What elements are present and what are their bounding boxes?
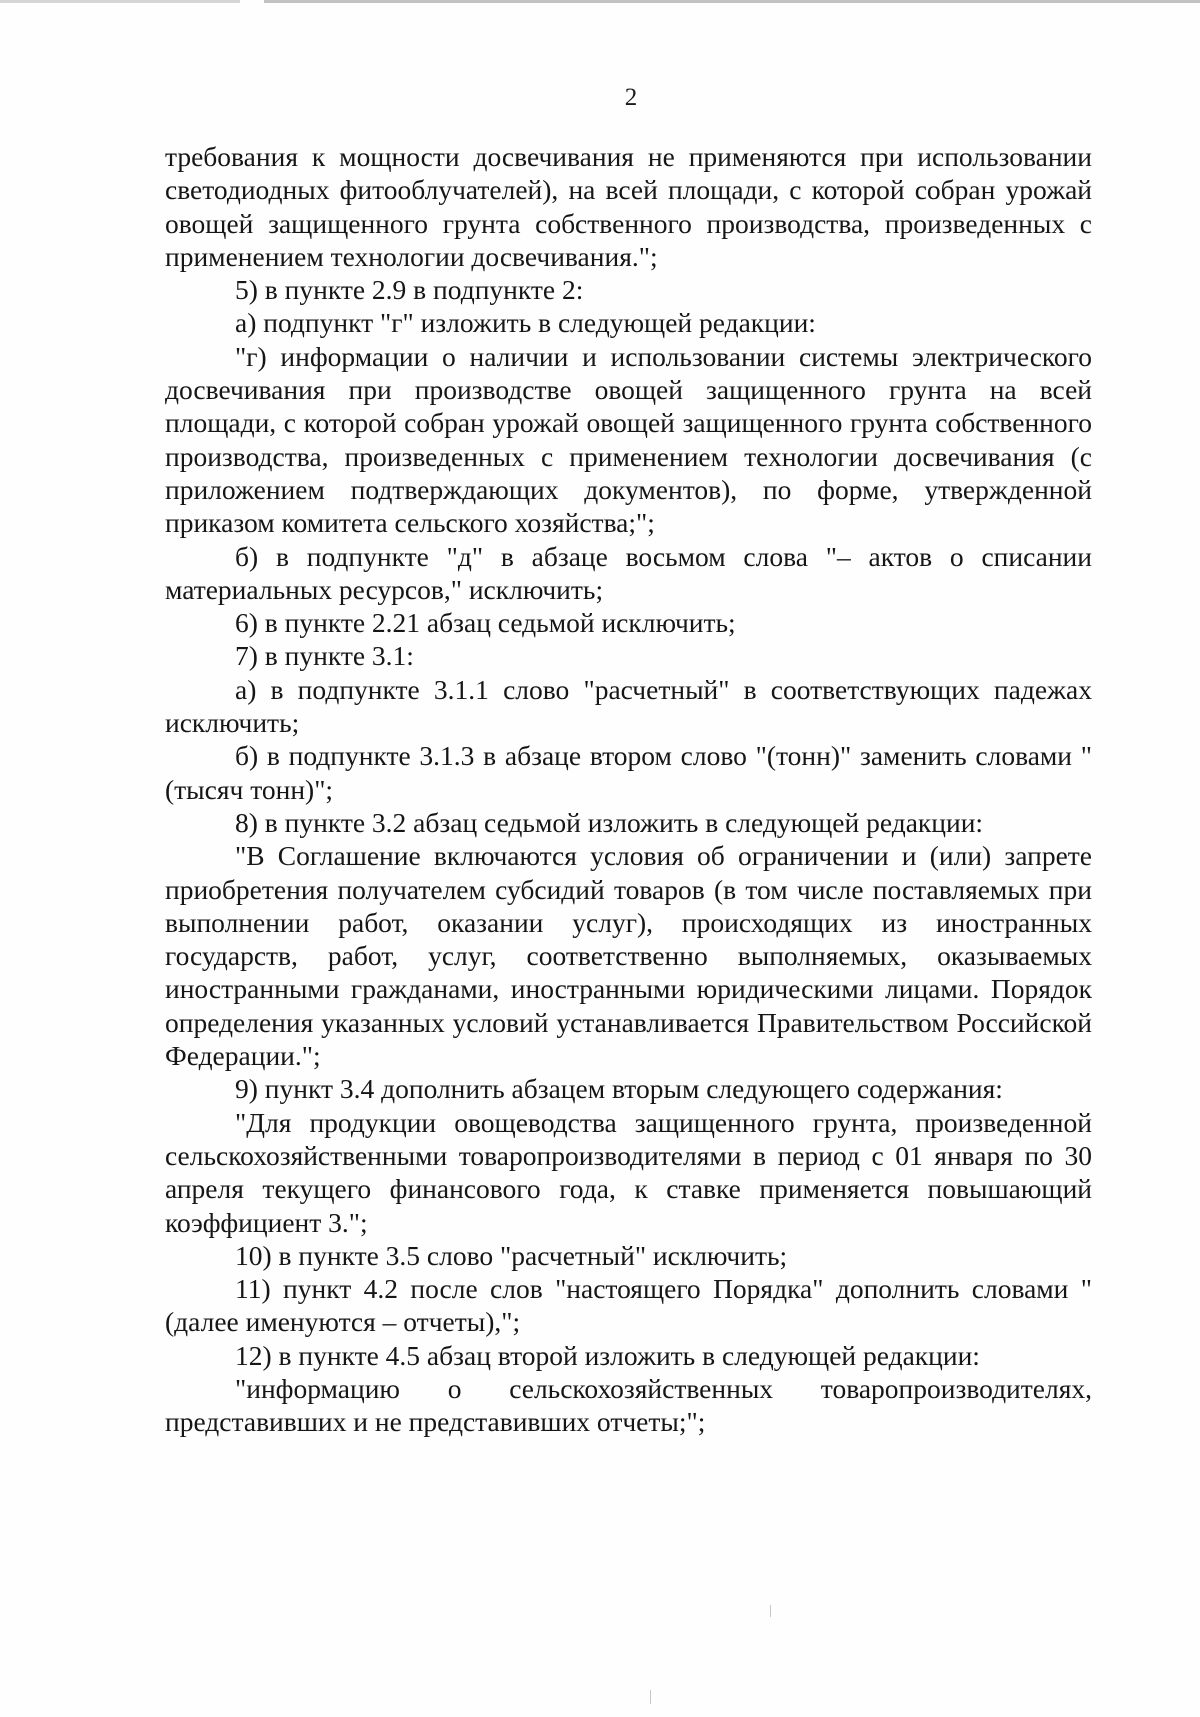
paragraph: 6) в пункте 2.21 абзац седьмой исключить; (235, 607, 736, 639)
paragraph: 7) в пункте 3.1: (235, 640, 414, 672)
paragraph: б) в подпункте 3.1.3 в абзаце втором слово "(тонн)" заменить словами "(тысяч тонн)"; (165, 740, 1092, 805)
paragraph: 11) пункт 4.2 после слов "настоящего Порядка" дополнить словами "(далее именуются – отчеты),"; (165, 1273, 1092, 1338)
scan-speck (770, 1605, 771, 1617)
paragraph: 8) в пункте 3.2 абзац седьмой изложить в следующей редакции: (235, 806, 984, 838)
paragraph: б) в подпункте "д" в абзаце восьмом слова "– актов о списании материальных ресурсов," исключить; (165, 540, 1092, 605)
paragraph: "В Соглашение включаются условия об ограничении и (или) запрете приобретения получателем субсидий товаров (в том числе поставляемых при выполнении работ, оказании услуг), происходящих из иностранных государств, работ, услуг, соответственно выполняемых, оказываемых иностранными гражданами, иностранными юридическими лицами. Порядок определения указанных условий устанавливается Правительством Российской Федерации."; (165, 840, 1092, 1072)
document-body (165, 140, 1092, 1439)
scan-edge-artifact (0, 0, 1200, 3)
paragraph: "информацию о сельскохозяйственных товаропроизводителях, представивших и не представивших отчеты;"; (165, 1372, 1092, 1438)
paragraph: "г) информации о наличии и использовании системы электрического досвечивания при производстве овощей защищенного грунта на всей площади, с которой собран урожай овощей защищенного грунта собственного производства, произведенных с применением технологии досвечивания (с приложением подтверждающих документов), по форме, утвержденной приказом комитета сельского хозяйства;"; (165, 340, 1092, 539)
paragraph: а) в подпункте 3.1.1 слово "расчетный" в соответствующих падежах исключить; (165, 673, 1092, 739)
scan-speck (650, 1690, 651, 1704)
paragraph: 10) в пункте 3.5 слово "расчетный" исключить; (235, 1239, 788, 1271)
page-number: 2 (624, 84, 638, 111)
paragraph: требования к мощности досвечивания не применяются при использовании светодиодных фитооблучателей), на всей площади, с которой собран урожай овощей защищенного грунта собственного производства, произведенных с применением технологии досвечивания."; (165, 141, 1092, 272)
paragraph: а) подпункт "г" изложить в следующей редакции: (235, 307, 816, 339)
paragraph: 5) в пункте 2.9 в подпункте 2: (235, 274, 584, 306)
paragraph: 9) пункт 3.4 дополнить абзацем вторым следующего содержания: (235, 1073, 1003, 1105)
paragraph: 12) в пункте 4.5 абзац второй изложить в следующей редакции: (235, 1339, 980, 1371)
paragraph: "Для продукции овощеводства защищенного грунта, произведенной сельскохозяйственными товаропроизводителями в период с 01 января по 30 апреля текущего финансового года, к ставке применяется повышающий коэффициент 3."; (165, 1106, 1092, 1238)
